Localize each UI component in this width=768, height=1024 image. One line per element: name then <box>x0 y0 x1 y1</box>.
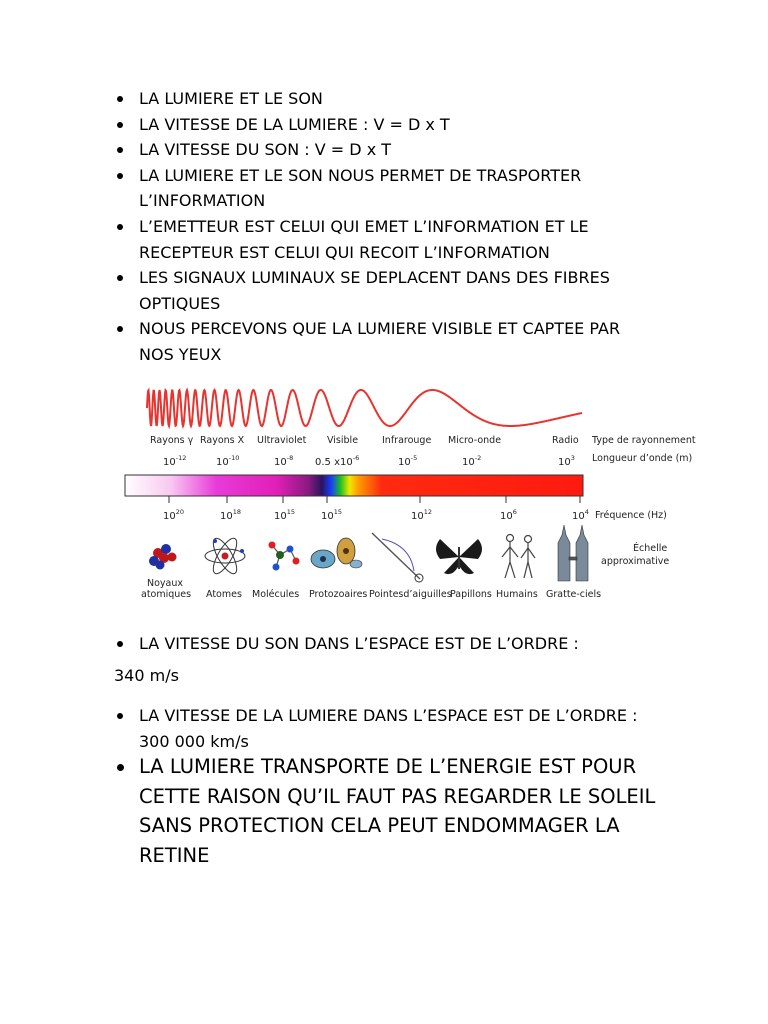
wavelength-value: $10^{-2}$ <box>462 454 482 468</box>
list-item: L’EMETTEUR EST CELUI QUI EMET L’INFORMATION ET LE RECEPTEUR EST CELUI QUI RECOIT L’INFORMATION <box>114 214 654 265</box>
object-label: Humains <box>496 589 538 600</box>
object-labels <box>141 578 601 600</box>
butterfly-icon <box>436 539 482 574</box>
list-item: LA LUMIERE ET LE SON NOUS PERMET DE TRASPORTER L’INFORMATION <box>114 163 654 214</box>
frequency-value: $10^{15}$ <box>321 508 343 522</box>
radiation-type-label: Radio <box>552 435 579 446</box>
spectrum-ticks <box>169 496 580 503</box>
protozoa-icon <box>311 538 362 568</box>
object-label: atomiques <box>141 589 192 600</box>
wavelength-values <box>163 454 575 468</box>
wavelength-value: $10^{-5}$ <box>398 454 418 468</box>
bullet-list-energy <box>114 752 694 870</box>
list-item: LA VITESSE DE LA LUMIERE : V = D x T <box>114 112 654 138</box>
radiation-type-label: Rayons X <box>200 435 245 446</box>
type-label: Type de rayonnement <box>592 435 696 446</box>
object-label: Noyaux <box>147 578 184 589</box>
humans-icon <box>502 535 535 579</box>
scale-label: approximative <box>601 556 670 567</box>
radiation-type-label: Ultraviolet <box>257 435 307 446</box>
object-label: Papillons <box>450 589 492 600</box>
radiation-type-label: Infrarouge <box>382 435 432 446</box>
frequency-value: $10^6$ <box>500 508 517 522</box>
frequency-label: Fréquence (Hz) <box>595 510 667 521</box>
list-item: NOUS PERCEVONS QUE LA LUMIERE VISIBLE ET CAPTEE PAR NOS YEUX <box>114 316 654 367</box>
radiation-type-label: Rayons γ <box>150 435 194 446</box>
electromagnetic-spectrum-figure <box>114 375 714 610</box>
frequency-values <box>163 508 669 567</box>
atom-icon <box>205 535 245 577</box>
spectrum-bar <box>125 475 583 496</box>
list-item: LA LUMIERE ET LE SON <box>114 86 654 112</box>
molecule-icon <box>269 542 300 571</box>
needle-icon <box>372 533 423 582</box>
list-item <box>114 703 674 754</box>
frequency-value: $10^{12}$ <box>411 508 433 522</box>
wavelength-value: $10^{-10}$ <box>216 454 240 468</box>
frequency-value: $10^{18}$ <box>220 508 242 522</box>
object-label: Protozoaires <box>309 589 368 600</box>
radiation-type-label: Micro-onde <box>448 435 502 446</box>
frequency-value: $10^{15}$ <box>274 508 296 522</box>
object-label: Pointesd’aiguilles <box>369 589 452 600</box>
list-item: LA VITESSE DU SON : V = D x T <box>114 137 654 163</box>
skyscraper-icon <box>558 525 588 581</box>
atomic-nucleus-icon <box>149 544 177 570</box>
light-speed-text: LA VITESSE DE LA LUMIERE DANS L’ESPACE EST DE L’ORDRE : <box>139 706 638 725</box>
wavelength-value: 0.5 $x10^{-6}$ <box>315 454 360 468</box>
list-item: LA VITESSE DU SON DANS L’ESPACE EST DE L’ORDRE : <box>114 631 674 657</box>
wavelength-value: $10^3$ <box>558 454 575 468</box>
bullet-list-sound <box>114 631 674 657</box>
wavelength-value: $10^{-12}$ <box>163 454 187 468</box>
radiation-type-label: Visible <box>327 435 359 446</box>
frequency-value: $10^4$ <box>572 508 589 522</box>
object-label: Gratte-ciels <box>546 589 602 600</box>
wavelength-label: Longueur d’onde (m) <box>592 453 693 464</box>
list-item: LA LUMIERE TRANSPORTE DE L’ENERGIE EST POUR CETTE RAISON QU’IL FAUT PAS REGARDER LE SOLEIL SANS PROTECTION CELA PEUT ENDOMMAGER LA RETINE <box>114 752 694 870</box>
list-item: LES SIGNAUX LUMINAUX SE DEPLACENT DANS DES FIBRES OPTIQUES <box>114 265 654 316</box>
object-label: Molécules <box>252 589 300 600</box>
frequency-value: $10^{20}$ <box>163 508 185 522</box>
bullet-list-top <box>114 86 654 368</box>
bullet-list-light <box>114 703 674 754</box>
scale-label: Échelle <box>633 543 668 554</box>
sound-speed-value: 340 m/s <box>114 666 179 685</box>
wave-line <box>147 390 582 426</box>
light-speed-value: 300 000 km/s <box>139 731 249 751</box>
object-label: Atomes <box>206 589 242 600</box>
wavelength-value: $10^{-8}$ <box>274 454 294 468</box>
